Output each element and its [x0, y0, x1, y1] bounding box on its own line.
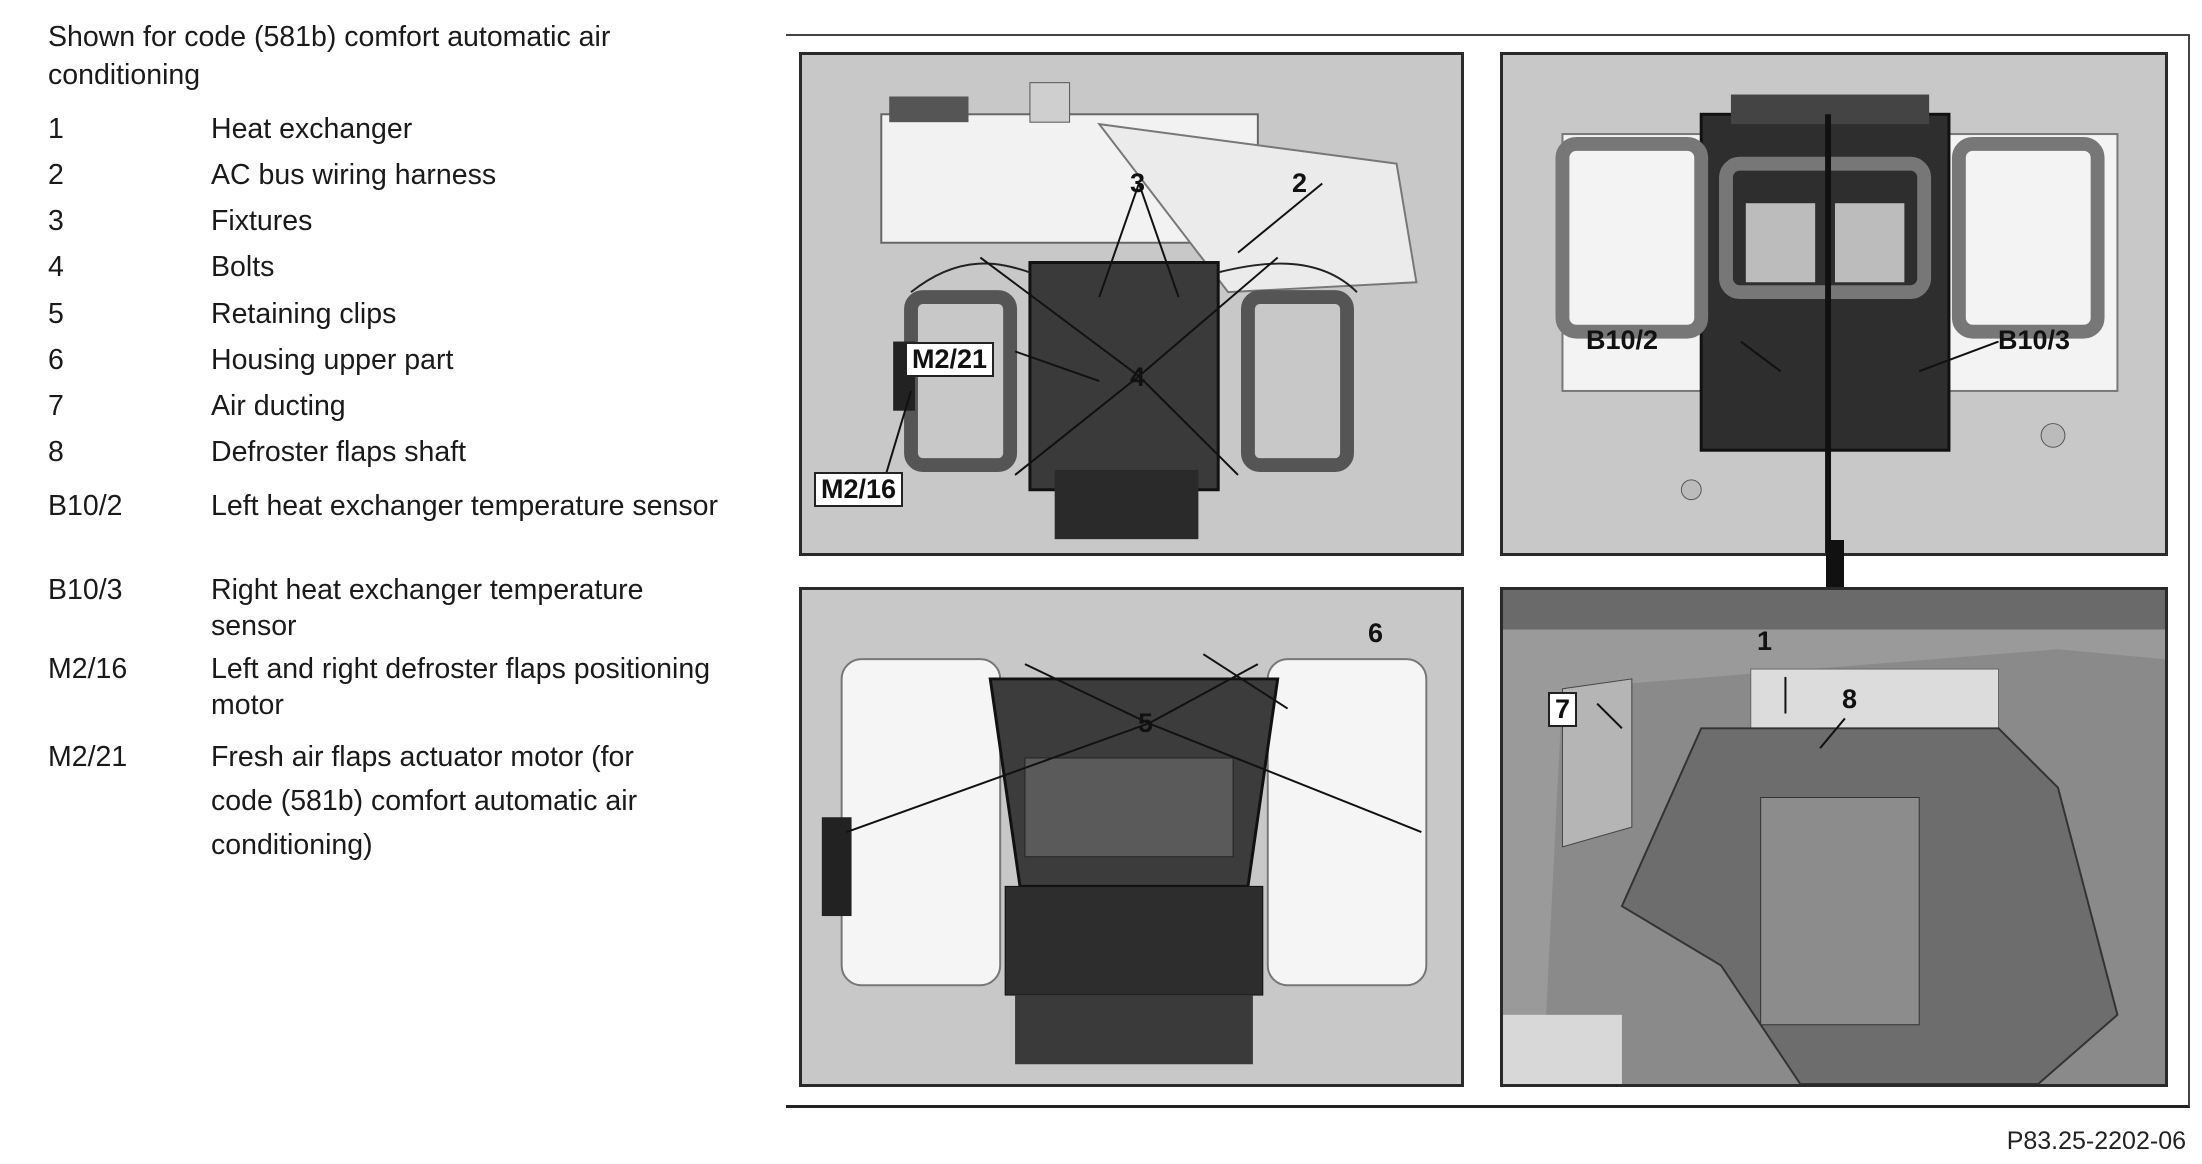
callout-1: 1 — [1757, 626, 1773, 656]
legend-code: 7 — [48, 390, 64, 422]
photo-panel-bottom-right — [1500, 587, 2168, 1087]
part-number: P83.25-2202-06 — [2006, 1127, 2186, 1155]
legend-code: 2 — [48, 159, 64, 191]
callout-6: 6 — [1368, 618, 1384, 648]
legend-code: 4 — [48, 251, 64, 283]
callout-m2-16: M2/16 — [814, 472, 903, 507]
legend-code: M2/21 — [48, 741, 128, 773]
legend-code: 8 — [48, 436, 64, 468]
legend-description: AC bus wiring harness — [211, 159, 497, 191]
callout-m2-21: M2/21 — [905, 342, 994, 377]
legend-description: Left heat exchanger temperature sensor — [211, 490, 718, 522]
photo-panel-bottom-left — [799, 587, 1464, 1087]
photo-panel-top-right — [1500, 52, 2168, 556]
legend-code: 6 — [48, 344, 64, 376]
legend-description: Retaining clips — [211, 298, 397, 330]
housing-upper-part-illustration — [802, 590, 1461, 1084]
legend-code: B10/3 — [48, 574, 123, 606]
callout-4: 4 — [1130, 362, 1146, 392]
legend-description: Bolts — [211, 251, 275, 283]
page-title: Shown for code (581b) comfort automatic air conditioning — [48, 21, 611, 91]
callout-b10-3: B10/3 — [1998, 325, 2071, 355]
legend-description: Fresh air flaps actuator motor (for code (581b) comfort automatic air conditioning) — [211, 741, 638, 861]
callout-2: 2 — [1292, 168, 1308, 198]
zoom-connector — [1826, 540, 1844, 588]
callout-8: 8 — [1842, 684, 1858, 714]
heat-exchanger-closeup-illustration — [1503, 590, 2165, 1084]
legend-description: Left and right defroster flaps positioning motor — [211, 653, 711, 721]
legend-description: Heat exchanger — [211, 113, 413, 145]
legend-code: 5 — [48, 298, 64, 330]
callout-5: 5 — [1138, 708, 1154, 738]
legend-code: M2/16 — [48, 653, 128, 685]
legend-description: Housing upper part — [211, 344, 454, 376]
legend-description: Air ducting — [211, 390, 346, 422]
legend-code: 3 — [48, 205, 64, 237]
callout-7: 7 — [1548, 692, 1577, 727]
legend-code: 1 — [48, 113, 64, 145]
legend-description: Defroster flaps shaft — [211, 436, 467, 468]
ac-housing-rear-illustration — [1503, 55, 2165, 553]
legend-description: Fixtures — [211, 205, 313, 237]
legend-description: Right heat exchanger temperature sensor — [211, 574, 644, 642]
callout-3: 3 — [1130, 168, 1146, 198]
legend-code: B10/2 — [48, 490, 123, 522]
callout-b10-2: B10/2 — [1586, 325, 1659, 355]
